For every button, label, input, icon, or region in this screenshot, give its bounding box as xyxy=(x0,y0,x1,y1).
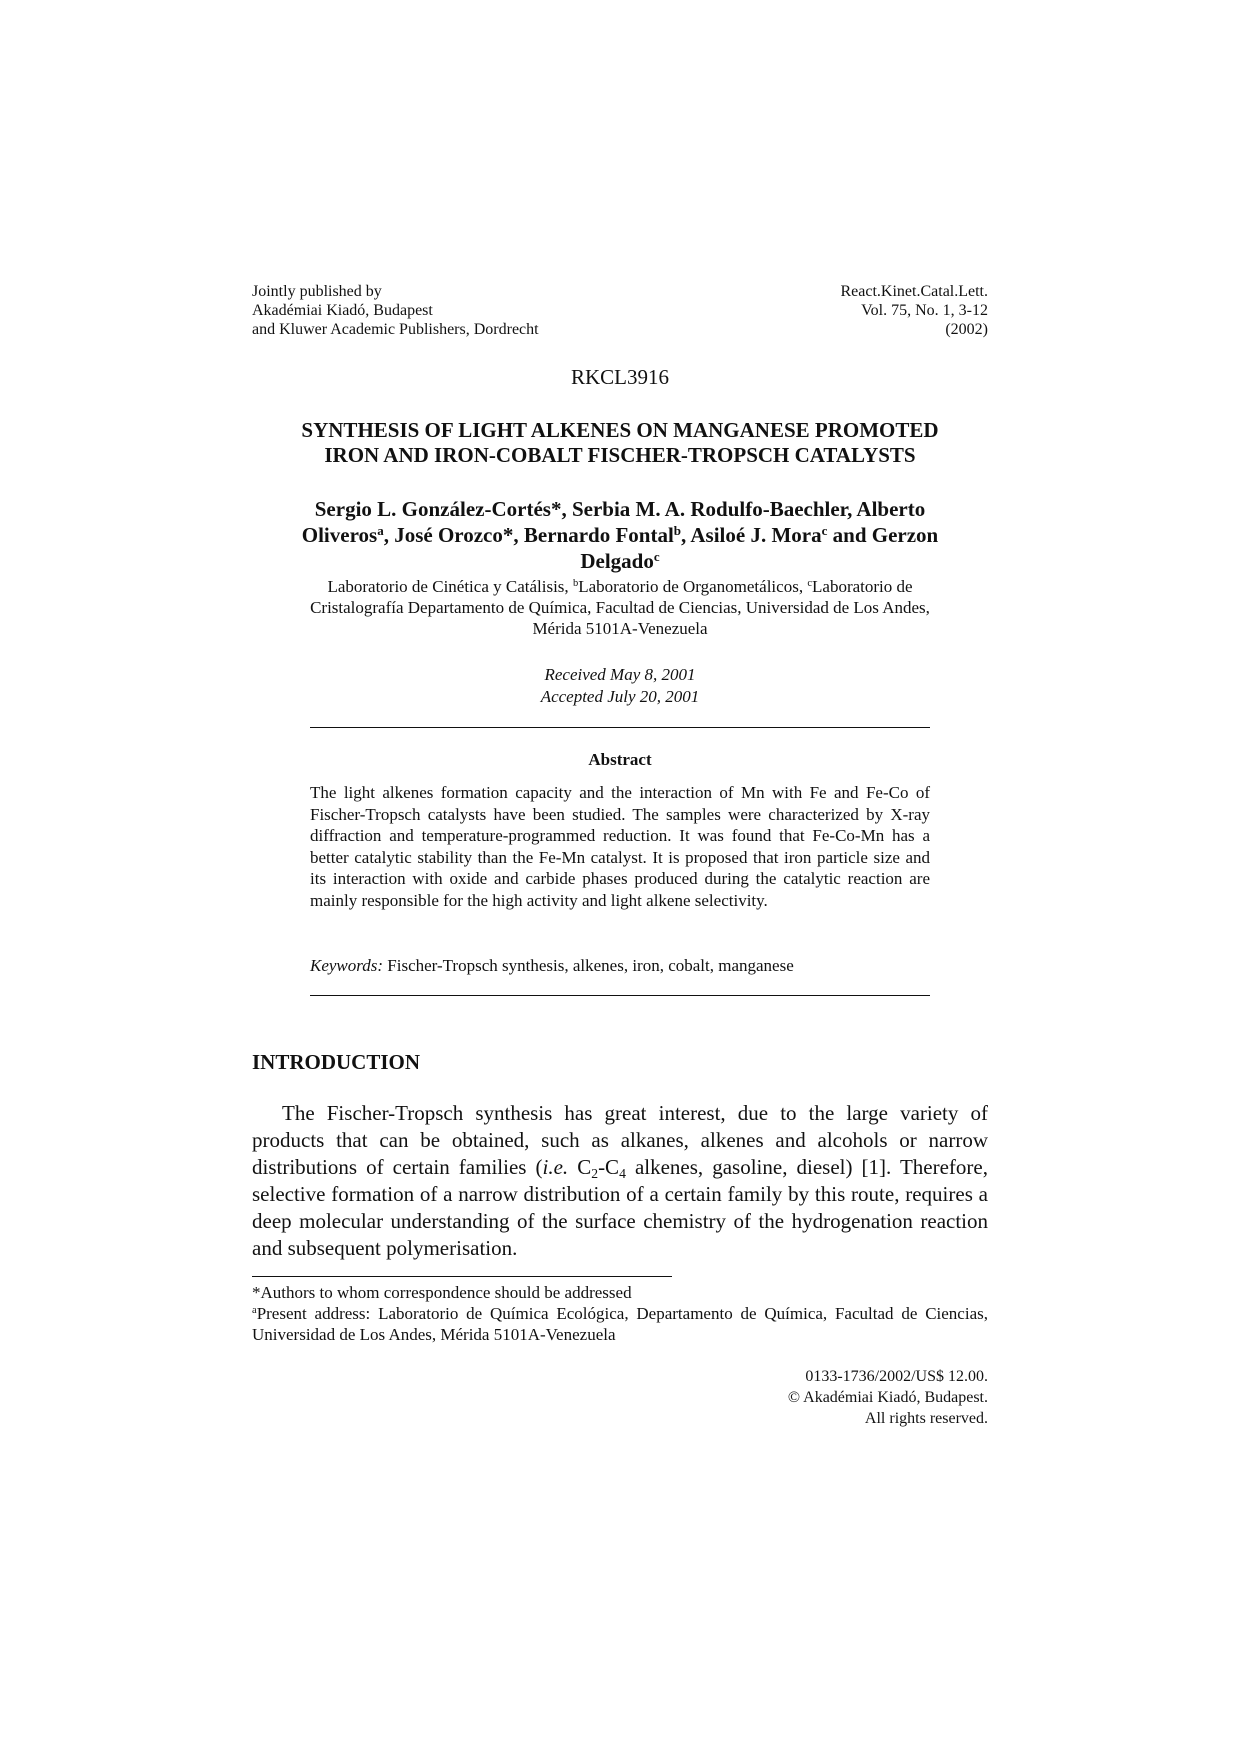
received-date: Received May 8, 2001 xyxy=(544,665,696,684)
affiliation xyxy=(200,576,1040,639)
subscript: 4 xyxy=(619,1166,626,1182)
journal-info xyxy=(700,282,988,339)
publisher-line: Jointly published by xyxy=(252,283,382,300)
author-name: , José Orozco*, Bernardo Fontal xyxy=(383,523,674,547)
affiliation-mark: c xyxy=(653,548,660,564)
footnote-present-address xyxy=(252,1303,988,1345)
copyright-line: © Akadémiai Kiadó, Budapest. xyxy=(787,1389,988,1406)
copyright-line: 0133-1736/2002/US$ 12.00. xyxy=(805,1368,988,1385)
article-code: RKCL3916 xyxy=(570,365,669,389)
affiliation-line: Cristalografía Departamento de Química, Facultad de Ciencias, Universidad de Los Andes, xyxy=(310,598,930,617)
footnote-text: Present address: Laboratorio de Química Ecológica, Departamento de Química, Facultad de Ciencias, Universidad de Los Andes, Mérida 5101A-Venezuela xyxy=(252,1304,988,1344)
publisher-line: and Kluwer Academic Publishers, Dordrecht xyxy=(252,321,539,338)
affiliation-mark: b xyxy=(572,578,579,590)
footnote-mark: a xyxy=(252,1305,257,1317)
section-heading-introduction: INTRODUCTION xyxy=(252,1050,421,1074)
intro-text: alkenes, gasoline, diesel) [1]. Therefore, selective formation of a narrow distribution of a certain family by this route, requires a deep molecular understanding of the surface chemistry of the hydrogenation reaction and subsequent polymerisation. xyxy=(252,1155,988,1260)
authors-line xyxy=(200,548,1040,574)
affiliation-text: Laboratorio de xyxy=(812,577,913,596)
paper-title xyxy=(200,418,1040,468)
keywords xyxy=(310,955,930,976)
authors-line: Sergio L. González-Cortés*, Serbia M. A. Rodulfo-Baechler, Alberto xyxy=(314,497,926,521)
abstract-top-rule xyxy=(310,727,930,728)
abstract-heading: Abstract xyxy=(588,750,652,769)
title-line: IRON AND IRON-COBALT FISCHER-TROPSCH CATALYSTS xyxy=(324,443,916,467)
affiliation-mark: c xyxy=(807,578,813,590)
intro-text: -C xyxy=(598,1155,620,1179)
authors-line xyxy=(200,522,1040,548)
footnote-correspondence: *Authors to whom correspondence should be addressed xyxy=(252,1283,632,1302)
footnote-rule xyxy=(252,1276,672,1277)
journal-line: (2002) xyxy=(945,321,988,338)
journal-line: React.Kinet.Catal.Lett. xyxy=(840,283,988,300)
affiliation-mark: b xyxy=(673,522,682,538)
abstract-bottom-rule xyxy=(310,995,930,996)
author-name: , Asiloé J. Mora xyxy=(681,523,822,547)
accepted-date: Accepted July 20, 2001 xyxy=(540,687,700,706)
authors xyxy=(200,496,1040,574)
author-name: Oliveros xyxy=(301,523,378,547)
affiliation-line xyxy=(200,576,1040,597)
keywords-list: Fischer-Tropsch synthesis, alkenes, iron, cobalt, manganese xyxy=(383,956,794,975)
copyright xyxy=(652,1366,988,1429)
author-name: and Gerzon xyxy=(827,523,939,547)
author-name: Delgado xyxy=(580,549,654,573)
introduction-paragraph xyxy=(252,1100,988,1262)
journal-line: Vol. 75, No. 1, 3-12 xyxy=(861,302,988,319)
intro-text: The Fischer-Tropsch synthesis has great interest, due to the large variety of products that can be obtained, such as alkanes, alkenes and alcohols or narrow distributions of certain families ( xyxy=(252,1101,988,1179)
affiliation-text: Laboratorio de Cinética y Catálisis, xyxy=(327,577,573,596)
affiliation-line: Mérida 5101A-Venezuela xyxy=(532,619,708,638)
abstract-text: The light alkenes formation capacity and the interaction of Mn with Fe and Fe-Co of Fischer-Tropsch catalysts have been studied. The samples were characterized by X-ray diffraction and temperature-programmed reduction. It was found that Fe-Co-Mn has a better catalytic stability than the Fe-Mn catalyst. It is proposed that iron particle size and its interaction with oxide and carbide phases produced during the catalytic reaction are mainly responsible for the high activity and light alkene selectivity. xyxy=(310,783,930,910)
copyright-line: All rights reserved. xyxy=(864,1410,988,1427)
publisher-info xyxy=(252,282,672,339)
affiliation-mark: c xyxy=(821,522,828,538)
affiliation-text: Laboratorio de Organometálicos, xyxy=(578,577,808,596)
intro-text: C xyxy=(568,1155,592,1179)
subscript: 2 xyxy=(591,1166,599,1182)
intro-text: i.e. xyxy=(542,1155,569,1179)
keywords-label: Keywords: xyxy=(310,956,384,975)
title-line: SYNTHESIS OF LIGHT ALKENES ON MANGANESE PROMOTED xyxy=(301,418,939,442)
affiliation-mark: a xyxy=(377,522,384,538)
publisher-line: Akadémiai Kiadó, Budapest xyxy=(252,302,433,319)
dates xyxy=(252,664,988,708)
